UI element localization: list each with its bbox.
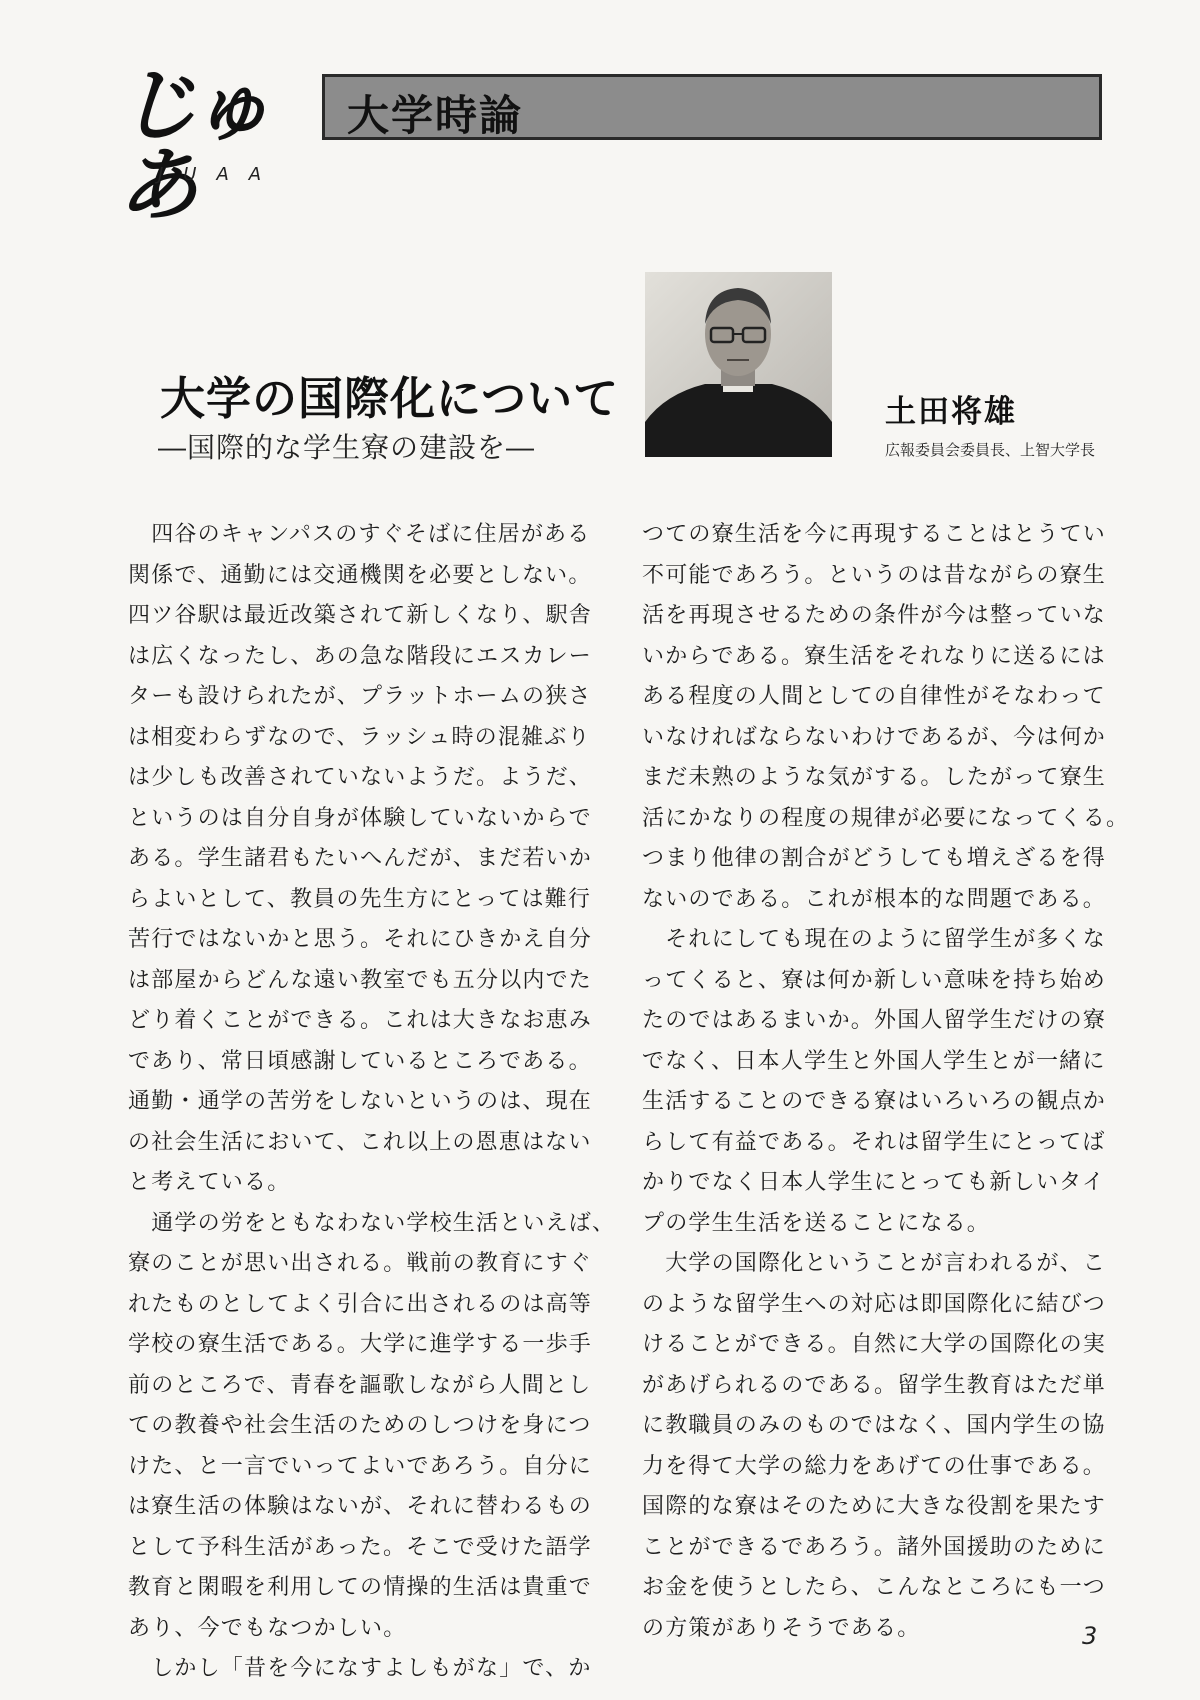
- body-text-line: 苦行ではないかと思う。それにひきかえ自分: [128, 927, 593, 952]
- body-column-left: [128, 515, 616, 1690]
- body-column-right: [642, 515, 1130, 1649]
- body-text-line: 前のところで、青春を謳歌しながら人間とし: [128, 1372, 592, 1398]
- body-text-line: 通勤・通学の苦労をしないというのは、現在: [128, 1089, 593, 1114]
- body-text-line: らして有益である。それは留学生にとってば: [642, 1129, 1106, 1155]
- body-text-line: つまり他律の割合がどうしても増えざるを得: [642, 846, 1107, 871]
- body-text-line: は相変わらずなので、ラッシュ時の混雑ぶり: [128, 724, 591, 750]
- section-header-bar: [322, 74, 1102, 140]
- body-text-line: に教職員のみのものではなく、国内学生の協: [642, 1413, 1106, 1438]
- body-text-line: ある。学生諸君もたいへんだが、まだ若いか: [128, 846, 593, 871]
- body-text-line: けることができる。自然に大学の国際化の実: [642, 1332, 1107, 1357]
- logo-text: じゅあ: [118, 59, 266, 232]
- body-text-line: ある程度の人間としての自律性がそなわって: [642, 684, 1106, 709]
- body-text-line: の社会生活において、これ以上の恩恵はない: [128, 1129, 592, 1155]
- body-text-line: 活を再現させるための条件が今は整っていな: [642, 603, 1107, 628]
- body-text-line: 不可能であろう。というのは昔ながらの寮生: [642, 562, 1107, 588]
- section-title: 大学時論: [347, 91, 524, 140]
- body-text-line: でなく、日本人学生と外国人学生とが一緒に: [642, 1048, 1106, 1074]
- body-text-line: いなければならないわけであるが、今は何か: [642, 724, 1107, 750]
- juaa-logo: [118, 59, 318, 232]
- body-text-line: けた、と一言でいってよいであろう。自分に: [128, 1453, 593, 1479]
- body-text-line: 学校の寮生活である。大学に進学する一歩手: [128, 1332, 593, 1357]
- body-text-line: かりでなく日本人学生にとっても新しいタイ: [642, 1170, 1106, 1195]
- body-text-line: 通学の労をともなわない学校生活といえば、: [128, 1210, 616, 1236]
- body-text-line: つての寮生活を今に再現することはとうてい: [642, 522, 1107, 547]
- body-text-line: あり、今でもなつかしい。: [128, 1615, 407, 1641]
- body-text-line: まだ未熟のような気がする。したがって寮生: [642, 765, 1107, 790]
- body-text-line: ての教養や社会生活のためのしつけを身につ: [128, 1413, 592, 1438]
- body-text-line: は広くなったし、あの急な階段にエスカレー: [128, 643, 593, 669]
- body-text-line: どり着くことができる。これは大きなお恵み: [128, 1008, 593, 1033]
- body-text-line: というのは自分自身が体験していないからで: [128, 805, 592, 831]
- body-text-line: いからである。寮生活をそれなりに送るには: [642, 643, 1106, 669]
- body-text-line: の方策がありそうである。: [642, 1615, 921, 1641]
- body-text-line: があげられるのである。留学生教育はただ単: [642, 1372, 1107, 1398]
- body-text-line: 国際的な寮はそのために大きな役割を果たす: [642, 1494, 1107, 1519]
- body-text-line: 寮のことが思い出される。戦前の教育にすぐ: [128, 1251, 593, 1276]
- page-number: 3: [1082, 1622, 1098, 1650]
- body-text-line: 四ツ谷駅は最近改築されて新しくなり、駅舎: [128, 603, 593, 628]
- body-text-line: は部屋からどんな遠い教室でも五分以内でた: [128, 967, 593, 993]
- body-text-line: 生活することのできる寮はいろいろの観点か: [642, 1089, 1107, 1114]
- body-text-line: たのではあるまいか。外国人留学生だけの寮: [642, 1008, 1107, 1033]
- article-title: 大学の国際化について: [160, 372, 620, 425]
- body-text-line: 活にかなりの程度の規律が必要になってくる。: [642, 805, 1130, 831]
- body-text-line: 大学の国際化ということが言われるが、こ: [642, 1251, 1107, 1276]
- body-text-line: は寮生活の体験はないが、それに替わるもの: [128, 1494, 593, 1519]
- body-text-line: と考えている。: [128, 1170, 291, 1195]
- body-text-line: ことができるであろう。諸外国援助のために: [642, 1534, 1106, 1560]
- body-text-line: ないのである。これが根本的な問題である。: [642, 886, 1107, 912]
- body-text-line: それにしても現在のように留学生が多くな: [642, 927, 1107, 952]
- author-photo: [645, 272, 832, 457]
- body-text-line: プの学生生活を送ることになる。: [642, 1210, 991, 1236]
- body-text-line: れたものとしてよく引合に出されるのは高等: [128, 1291, 593, 1317]
- body-text-line: お金を使うとしたら、こんなところにも一つ: [642, 1575, 1107, 1600]
- body-text-line: のような留学生への対応は即国際化に結びつ: [642, 1291, 1107, 1317]
- author-name: 土田将雄: [885, 394, 1017, 430]
- body-text-line: は少しも改善されていないようだ。ようだ、: [128, 765, 593, 790]
- body-text-line: 四谷のキャンパスのすぐそばに住居がある: [128, 522, 591, 547]
- body-text-line: であり、常日頃感謝しているところである。: [128, 1048, 592, 1074]
- body-text-line: 力を得て大学の総力をあげての仕事である。: [642, 1453, 1107, 1479]
- body-text-line: らよいとして、教員の先生方にとっては難行: [128, 886, 592, 912]
- body-text-line: ターも設けられたが、プラットホームの狭さ: [128, 684, 592, 709]
- body-text-line: しかし「昔を今になすよしもがな」で、か: [128, 1656, 592, 1681]
- logo-subtext: JUAA: [158, 164, 282, 185]
- body-text-line: 教育と閑暇を利用しての情操的生活は貴重で: [128, 1575, 593, 1600]
- body-text-line: として予科生活があった。そこで受けた語学: [128, 1534, 592, 1560]
- article-subtitle: ―国際的な学生寮の建設を―: [158, 431, 536, 464]
- body-text-line: ってくると、寮は何か新しい意味を持ち始め: [642, 967, 1107, 993]
- author-role: 広報委員会委員長、上智大学長: [885, 441, 1096, 459]
- body-text-line: 関係で、通勤には交通機関を必要としない。: [128, 562, 592, 588]
